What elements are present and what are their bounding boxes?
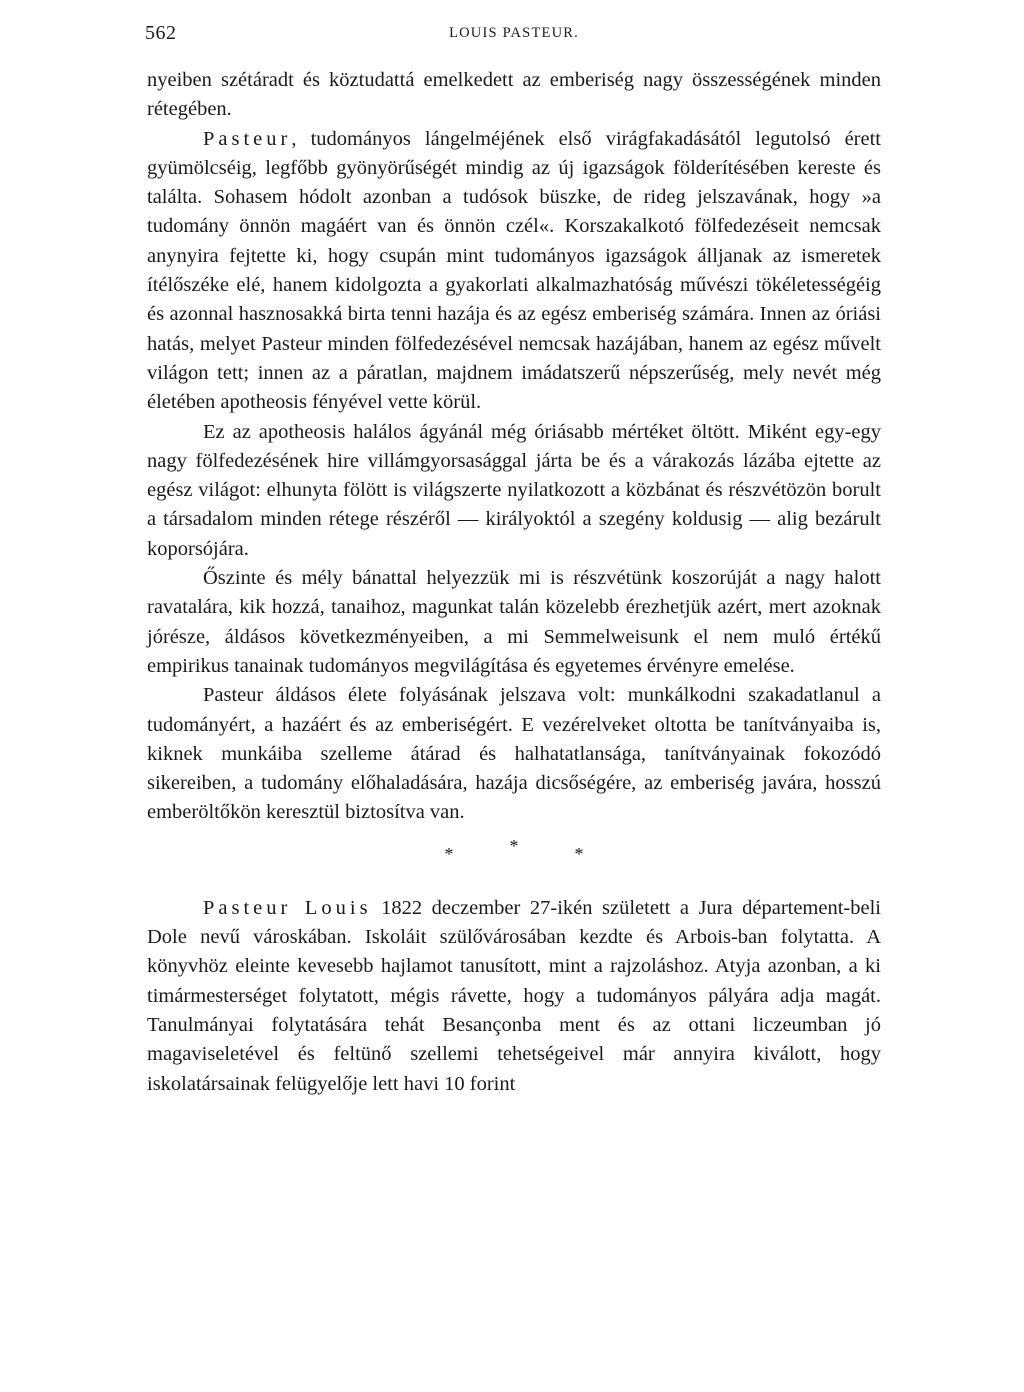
paragraph: Ez az apotheosis halálos ágyánál még óriásabb mértéket öltött. Miként egy-egy nagy fölfedezésének hire villámgyorsasággal járta be és a várakozás lázába ejtette az egész világot: elhunyta fölött is világszerte nyilatkozott a közbánat és részvétözön borult a társadalom minden rétege részéről — királyoktól a szegény koldusig — alig bezárult koporsójára. xyxy=(147,420,881,560)
asterisk: * xyxy=(574,843,584,864)
book-page xyxy=(147,22,881,1099)
running-title: LOUIS PASTEUR. xyxy=(449,25,579,41)
body-text xyxy=(147,66,881,1099)
section-break-asterisks xyxy=(147,835,881,880)
paragraph-continuation: nyeiben szétáradt és köztudattá emelkedett az emberiség nagy összességének minden rétegében. xyxy=(147,69,881,121)
spaced-name: Pasteur xyxy=(203,127,292,150)
page-number: 562 xyxy=(145,22,177,44)
paragraph xyxy=(147,125,881,418)
paragraph-text: 1822 deczember 27-ikén született a Jura département-beli Dole nevű városkában. Iskoláit szülővárosában kezdte és Arbois-ban folytatta. A könyvhöz eleinte kevesebb hajlamot tanusított, mint a rajzoláshoz. Atyja azonban, a ki timármesterséget folytatott, mégis rávette, hogy a tudományos pályára adja magát. Tanulmányai folytatására tehát Besançonba ment és az ottani liczeumban jó magaviseletével és feltünő szellemi tehetségeivel már annyira kiválott, hogy iskolatársainak felügyelője lett havi 10 forint xyxy=(147,896,881,1095)
paragraph-text: , tudományos lángelméjének első virágfakadásától legutolsó érett gyümölcséig, legfőbb gyönyörűségét mindig az új igazságok földerítésében kereste és találta. Sohasem hódolt azonban a tudósok büszke, de rideg jelszavának, hogy »a tudomány önnön magáért van és önnön czél«. Korszakalkotó fölfedezéseit nemcsak anynyira fejtette ki, hogy csupán mint tudományos igazságok álljanak az ismeretek ítélőszéke elé, hanem kidolgozta a gyakorlati alkalmazhatóság művészi tökéletességéig és azonnal hasznosakká birta tenni hazája és az egész emberiség számára. Innen az óriási hatás, melyet Pasteur minden fölfedezésével nemcsak hazájában, hanem az egész művelt világon tett; innen az a páratlan, majdnem imádatszerű népszerűség, mely nevét még életében apotheosis fényével vette körül. xyxy=(147,127,881,414)
paragraph: Őszinte és mély bánattal helyezzük mi is részvétünk koszorúját a nagy halott ravatalára, kik hozzá, tanaihoz, magunkat talán közelebb érezhetjük azért, mert azoknak jórésze, áldásos következményeiben, a mi Semmelweisunk el nem muló értékű empirikus tanainak tudományos megvilágítása és egyetemes érvényre emelése. xyxy=(147,567,881,677)
running-head xyxy=(147,22,881,56)
spaced-name: Pasteur Louis xyxy=(203,896,372,919)
paragraph-biography xyxy=(147,894,881,1099)
asterisk: * xyxy=(444,843,454,864)
paragraph: Pasteur áldásos élete folyásának jelszava volt: munkálkodni szakadatlanul a tudományért, a hazáért és az emberiségért. E vezérelveket oltotta be tanítványaiba is, kiknek munkáiba szelleme átárad és halhatatlansága, tanítványainak fokozódó sikereiben, a tudomány előhaladására, hazája dicsőségére, az emberiség javára, hosszú emberöltőkön keresztül biztosítva van. xyxy=(147,684,881,824)
asterisk: * xyxy=(509,835,519,856)
